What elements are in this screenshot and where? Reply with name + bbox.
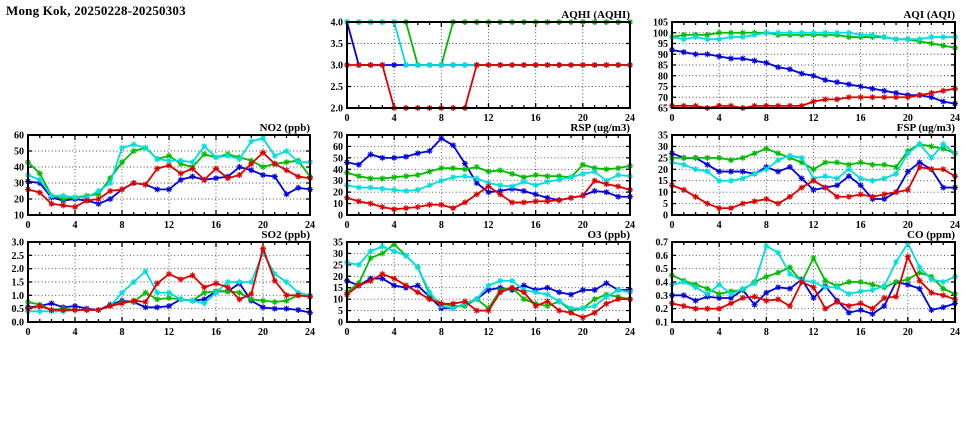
svg-text:25: 25 — [658, 153, 668, 165]
svg-text:2.5: 2.5 — [11, 250, 24, 262]
svg-text:15: 15 — [658, 176, 668, 188]
svg-text:20: 20 — [902, 220, 913, 231]
svg-text:0: 0 — [344, 327, 350, 338]
svg-text:8: 8 — [763, 327, 769, 338]
svg-text:0: 0 — [338, 210, 343, 222]
svg-text:20: 20 — [333, 271, 343, 283]
chart-rsp — [320, 121, 642, 231]
aqhi-plot — [320, 8, 642, 124]
svg-text:0.4: 0.4 — [655, 277, 668, 289]
chart-so2 — [1, 228, 322, 338]
svg-text:1.0: 1.0 — [11, 290, 24, 302]
svg-text:12: 12 — [808, 220, 819, 231]
svg-text:12: 12 — [808, 327, 819, 338]
svg-text:8: 8 — [438, 327, 444, 338]
svg-text:0.6: 0.6 — [655, 250, 668, 262]
svg-text:95: 95 — [658, 39, 668, 50]
chart-aqi — [645, 8, 967, 124]
svg-text:30: 30 — [333, 176, 343, 188]
svg-text:AQHI (AQHI): AQHI (AQHI) — [561, 9, 630, 21]
chart-co — [645, 228, 967, 338]
svg-text:35: 35 — [333, 237, 343, 249]
svg-text:30: 30 — [333, 248, 343, 260]
svg-text:65: 65 — [658, 103, 668, 115]
svg-text:85: 85 — [658, 60, 668, 72]
svg-text:8: 8 — [763, 113, 769, 124]
svg-text:16: 16 — [530, 113, 541, 124]
svg-text:0.5: 0.5 — [11, 304, 24, 316]
svg-text:16: 16 — [855, 327, 866, 338]
svg-text:16: 16 — [211, 327, 221, 338]
svg-text:16: 16 — [855, 220, 866, 231]
svg-text:4: 4 — [716, 113, 722, 124]
svg-text:0.3: 0.3 — [655, 290, 668, 302]
svg-text:60: 60 — [14, 130, 24, 142]
svg-text:0: 0 — [25, 327, 31, 338]
svg-text:10: 10 — [658, 187, 668, 199]
svg-text:4: 4 — [716, 327, 722, 338]
svg-text:0.1: 0.1 — [655, 317, 668, 329]
svg-text:25: 25 — [333, 260, 343, 272]
svg-text:5: 5 — [663, 199, 668, 211]
svg-text:3.5: 3.5 — [330, 39, 343, 50]
svg-text:0: 0 — [338, 317, 343, 329]
svg-text:0.2: 0.2 — [655, 304, 668, 316]
svg-text:105: 105 — [653, 17, 668, 29]
svg-text:20: 20 — [658, 164, 668, 176]
svg-text:8: 8 — [438, 220, 444, 231]
so2-plot — [1, 228, 322, 338]
svg-text:0: 0 — [669, 327, 675, 338]
svg-text:8: 8 — [119, 220, 125, 231]
svg-text:30: 30 — [14, 178, 24, 190]
co-plot — [645, 228, 967, 338]
svg-text:24: 24 — [950, 220, 960, 231]
svg-text:4: 4 — [716, 220, 722, 231]
svg-text:1.5: 1.5 — [11, 277, 24, 289]
svg-text:12: 12 — [483, 327, 494, 338]
svg-text:12: 12 — [483, 113, 494, 124]
svg-text:2.0: 2.0 — [330, 103, 343, 115]
svg-text:24: 24 — [950, 113, 960, 124]
svg-text:0.5: 0.5 — [655, 264, 668, 276]
svg-text:20: 20 — [577, 327, 588, 338]
svg-text:0.0: 0.0 — [11, 317, 24, 329]
svg-text:12: 12 — [808, 113, 819, 124]
svg-text:24: 24 — [625, 220, 635, 231]
svg-text:5: 5 — [338, 306, 343, 318]
svg-text:4: 4 — [72, 327, 78, 338]
svg-text:20: 20 — [902, 327, 913, 338]
o3-plot — [320, 228, 642, 338]
svg-text:3.0: 3.0 — [11, 237, 24, 249]
svg-text:0: 0 — [344, 220, 350, 231]
svg-text:60: 60 — [333, 141, 343, 153]
chart-fsp — [645, 121, 967, 231]
svg-text:16: 16 — [530, 220, 541, 231]
svg-text:20: 20 — [902, 113, 913, 124]
svg-text:SO2 (ppb): SO2 (ppb) — [261, 229, 310, 241]
svg-text:20: 20 — [14, 194, 24, 206]
svg-text:35: 35 — [658, 130, 668, 142]
svg-text:8: 8 — [763, 220, 769, 231]
svg-text:24: 24 — [625, 113, 635, 124]
svg-text:0.7: 0.7 — [655, 237, 668, 249]
svg-text:24: 24 — [305, 327, 315, 338]
svg-text:0: 0 — [25, 220, 31, 231]
svg-text:20: 20 — [577, 113, 588, 124]
svg-text:24: 24 — [305, 220, 315, 231]
svg-text:30: 30 — [658, 141, 668, 153]
svg-text:12: 12 — [483, 220, 494, 231]
svg-text:0: 0 — [663, 210, 668, 222]
rsp-plot — [320, 121, 642, 231]
svg-text:FSP (ug/m3): FSP (ug/m3) — [896, 122, 955, 134]
svg-text:24: 24 — [625, 327, 635, 338]
no2-plot — [1, 121, 322, 231]
svg-text:70: 70 — [658, 92, 668, 104]
svg-text:20: 20 — [577, 220, 588, 231]
svg-text:8: 8 — [438, 113, 444, 124]
svg-text:16: 16 — [855, 113, 866, 124]
svg-text:0: 0 — [669, 220, 675, 231]
svg-text:40: 40 — [14, 162, 24, 174]
chart-no2 — [1, 121, 322, 231]
svg-text:RSP (ug/m3): RSP (ug/m3) — [570, 122, 630, 134]
svg-text:20: 20 — [258, 327, 268, 338]
svg-text:16: 16 — [211, 220, 221, 231]
svg-text:80: 80 — [658, 71, 668, 83]
svg-text:2.0: 2.0 — [11, 264, 24, 276]
svg-text:2.5: 2.5 — [330, 82, 343, 93]
svg-text:15: 15 — [333, 283, 343, 295]
svg-text:4: 4 — [391, 327, 397, 338]
svg-text:50: 50 — [333, 153, 343, 165]
svg-text:100: 100 — [653, 28, 668, 40]
svg-text:20: 20 — [333, 187, 343, 199]
page-title: Mong Kok, 20250228-20250303 — [6, 3, 186, 18]
svg-text:12: 12 — [164, 220, 174, 231]
svg-text:70: 70 — [333, 130, 343, 142]
svg-text:10: 10 — [333, 294, 343, 306]
svg-text:4: 4 — [391, 113, 397, 124]
aqi-plot — [645, 8, 967, 124]
svg-text:8: 8 — [119, 327, 125, 338]
svg-text:40: 40 — [333, 164, 343, 176]
svg-text:90: 90 — [658, 49, 668, 61]
svg-text:10: 10 — [14, 210, 24, 222]
svg-text:16: 16 — [530, 327, 541, 338]
svg-text:O3 (ppb): O3 (ppb) — [587, 229, 630, 241]
svg-text:10: 10 — [333, 199, 343, 211]
svg-text:AQI (AQI): AQI (AQI) — [903, 9, 955, 21]
svg-text:4.0: 4.0 — [330, 17, 343, 29]
svg-text:75: 75 — [658, 82, 668, 93]
svg-text:24: 24 — [950, 327, 960, 338]
svg-text:0: 0 — [344, 113, 350, 124]
svg-text:4: 4 — [72, 220, 78, 231]
fsp-plot — [645, 121, 967, 231]
svg-text:3.0: 3.0 — [330, 60, 343, 72]
svg-text:50: 50 — [14, 146, 24, 158]
chart-o3 — [320, 228, 642, 338]
svg-text:4: 4 — [391, 220, 397, 231]
svg-text:CO (ppm): CO (ppm) — [907, 229, 955, 241]
svg-text:0: 0 — [669, 113, 675, 124]
svg-text:20: 20 — [258, 220, 268, 231]
svg-text:12: 12 — [164, 327, 174, 338]
chart-aqhi — [320, 8, 642, 124]
svg-text:NO2 (ppb): NO2 (ppb) — [259, 122, 310, 134]
